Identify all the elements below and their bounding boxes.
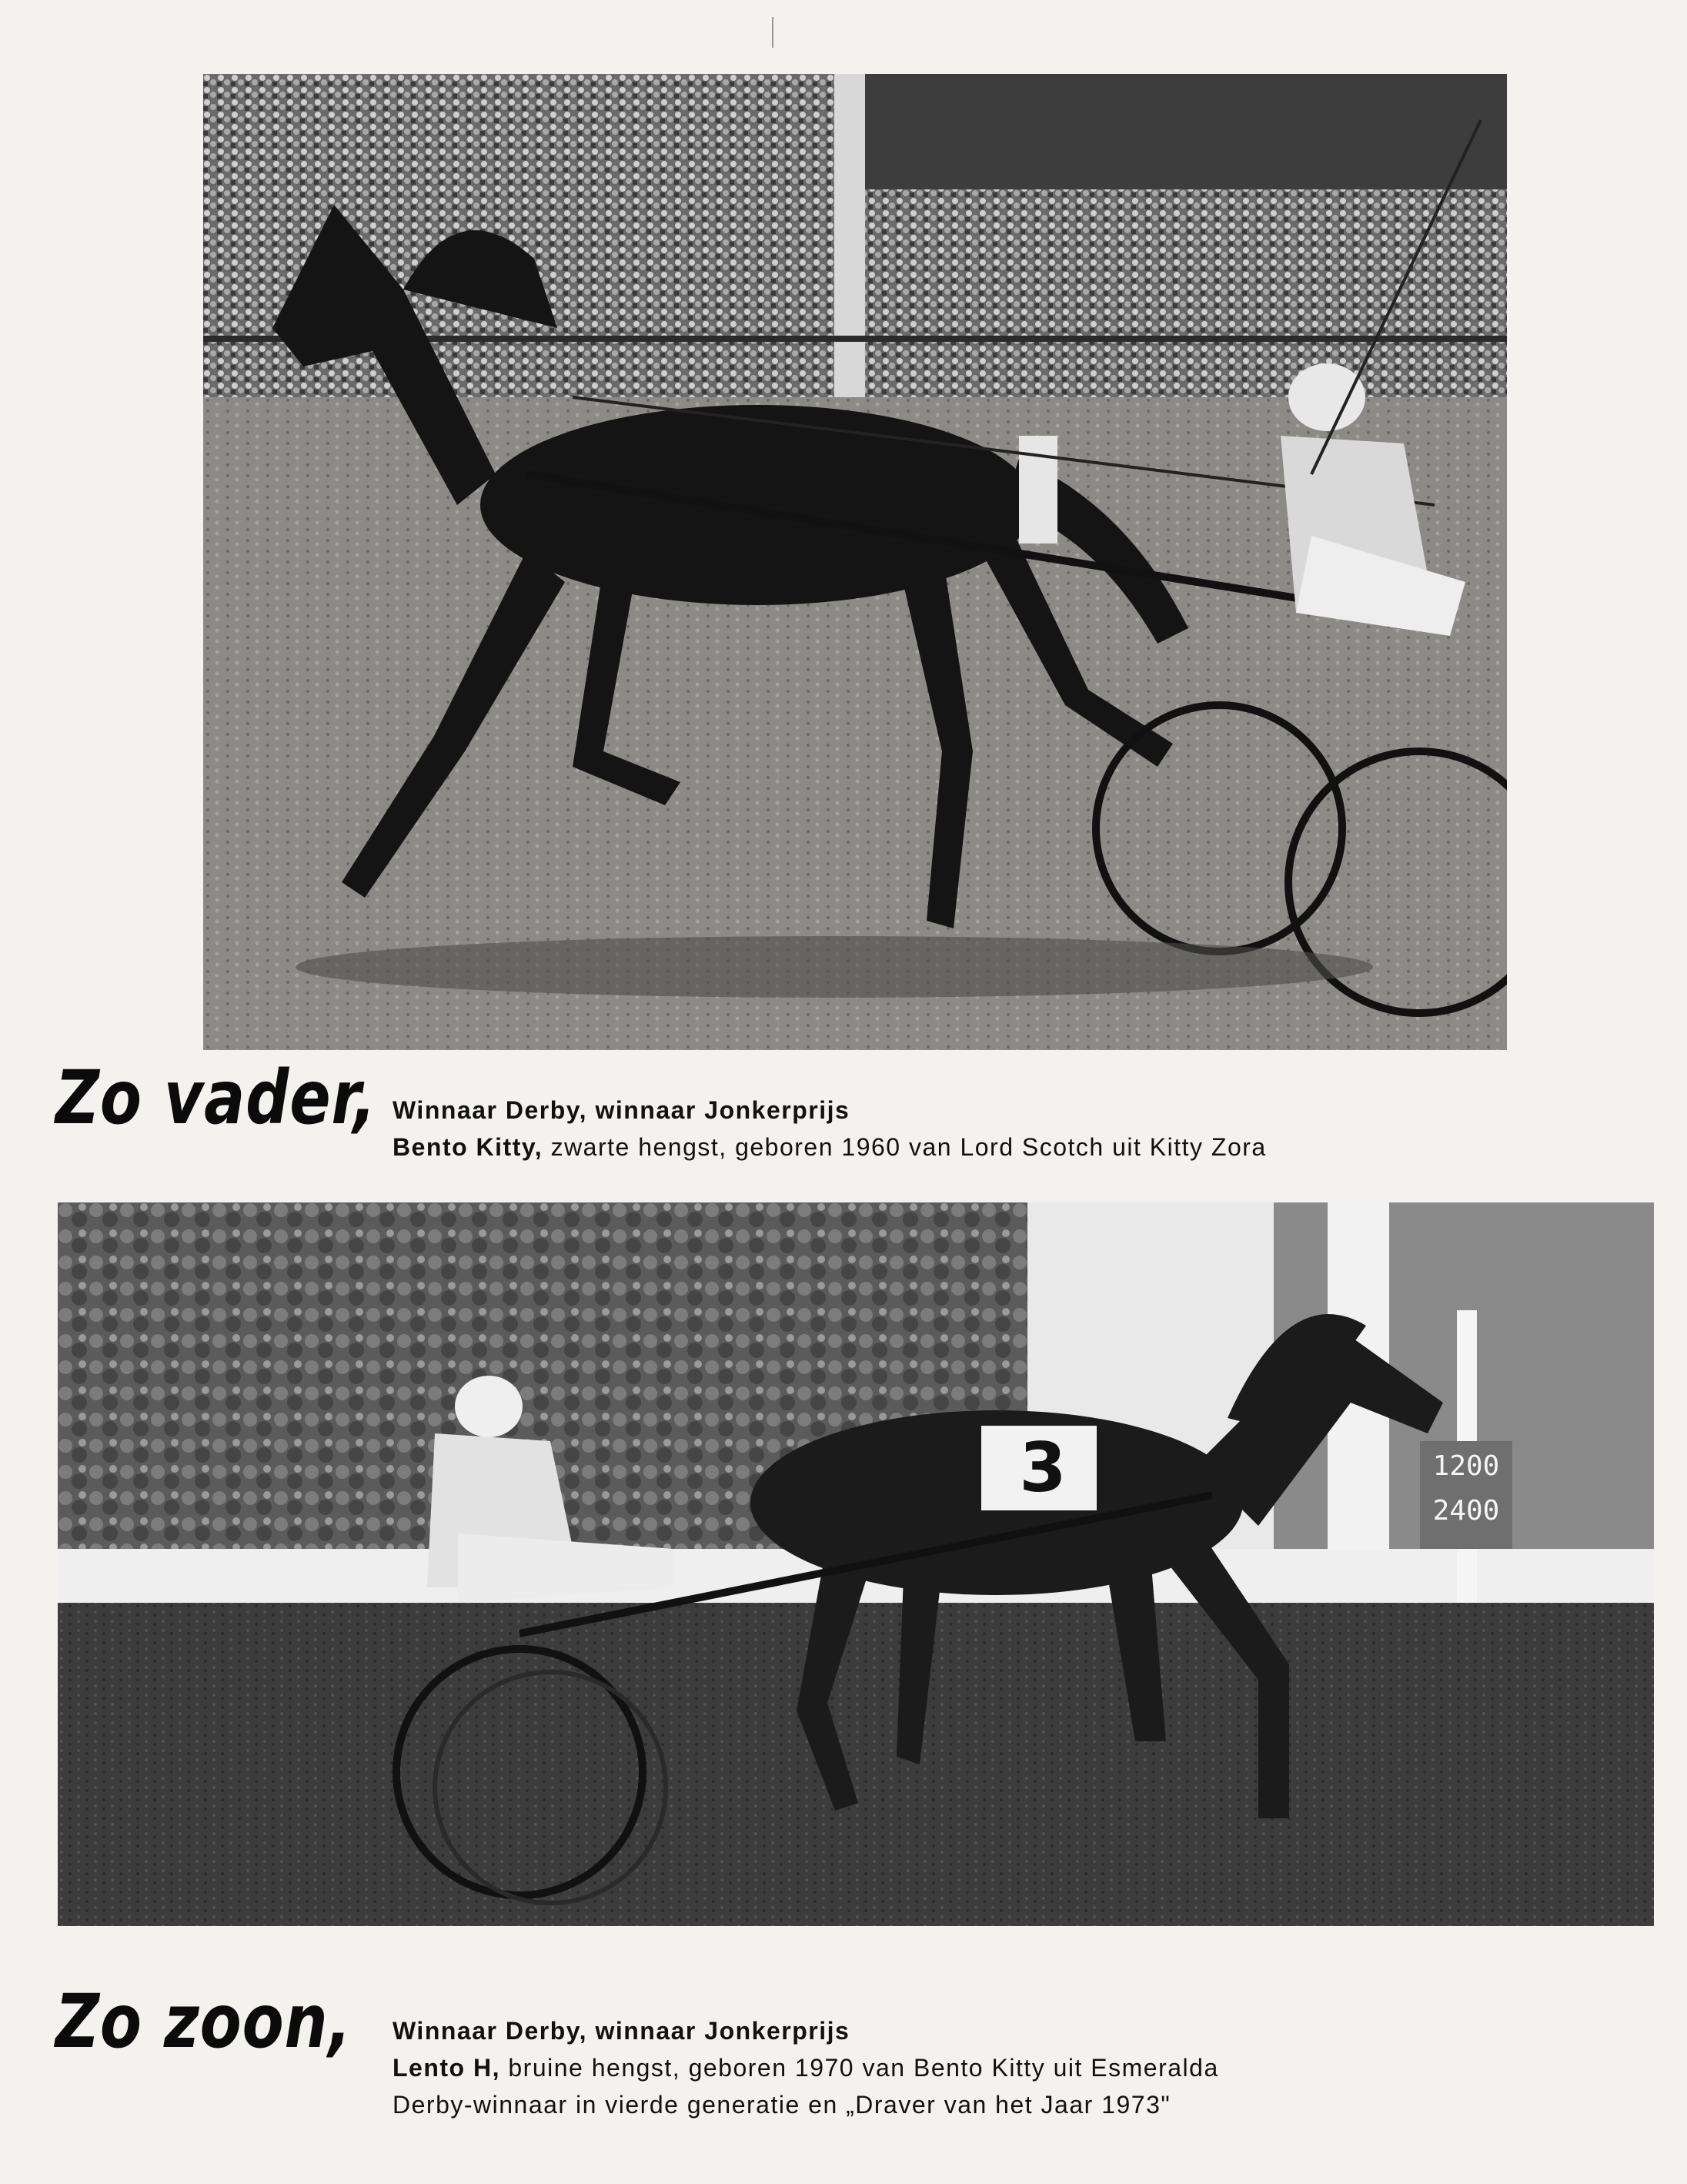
photo-lento-h-illustration bbox=[58, 1202, 1654, 1926]
horse-name-lento-h: Lento H, bbox=[393, 2054, 500, 2082]
photo-bento-kitty bbox=[203, 74, 1507, 1050]
caption-lento-h bbox=[393, 2012, 1219, 2123]
headline-zo-vader: Zo vader, bbox=[55, 1055, 377, 1141]
fold-mark bbox=[772, 17, 773, 48]
photo-bento-kitty-illustration bbox=[203, 74, 1507, 1050]
distance-marker-2400: 2400 bbox=[1432, 1495, 1500, 1527]
saddle-number: 3 bbox=[1019, 1428, 1067, 1507]
caption-bottom-line-3: Derby-winnaar in vierde generatie en „Draver van het Jaar 1973" bbox=[393, 2091, 1171, 2119]
headline-zo-zoon: Zo zoon, bbox=[55, 1978, 352, 2065]
caption-bento-kitty bbox=[393, 1092, 1267, 1166]
caption-top-line-1: Winnaar Derby, winnaar Jonkerprijs bbox=[393, 1096, 850, 1124]
horse-name-bento-kitty: Bento Kitty, bbox=[393, 1133, 543, 1161]
distance-marker-1200: 1200 bbox=[1432, 1450, 1500, 1482]
caption-bottom-line-2: Lento H, bruine hengst, geboren 1970 van Bento Kitty uit Esmeralda bbox=[393, 2054, 1219, 2082]
photo-lento-h bbox=[58, 1202, 1654, 1926]
caption-top-line-2: Bento Kitty, zwarte hengst, geboren 1960 van Lord Scotch uit Kitty Zora bbox=[393, 1133, 1267, 1161]
caption-bottom-line-1: Winnaar Derby, winnaar Jonkerprijs bbox=[393, 2017, 850, 2045]
